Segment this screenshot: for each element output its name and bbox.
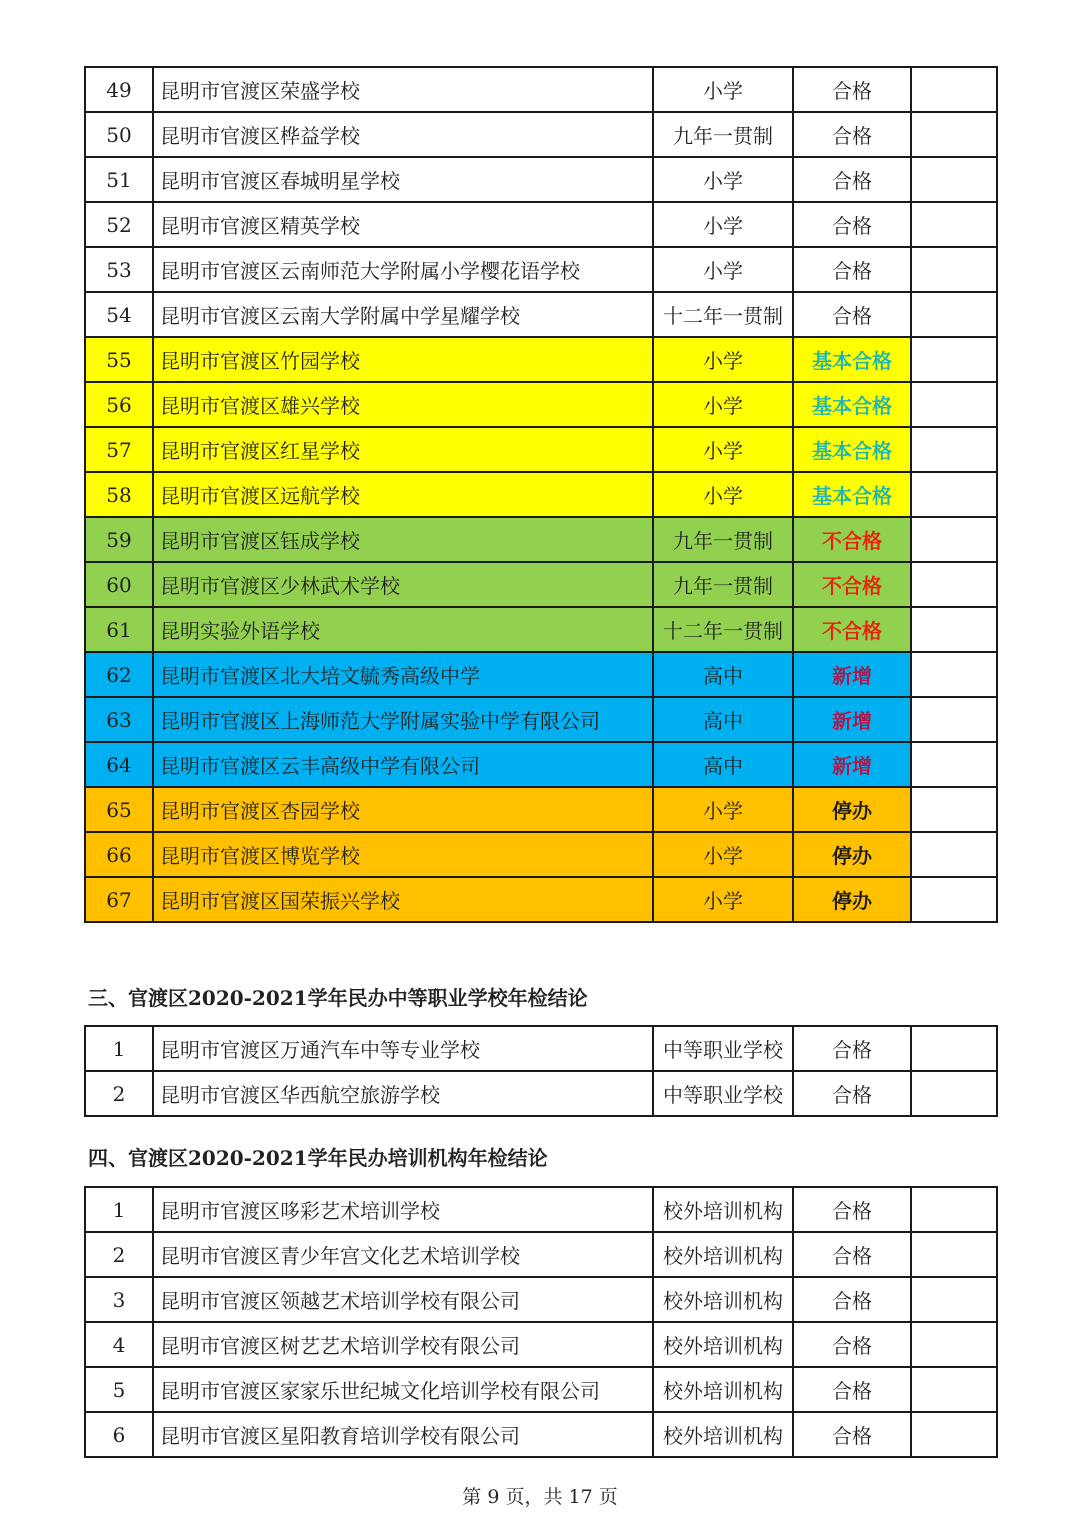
result-cell (793, 247, 911, 292)
school-type-text: 十二年一贯制 (663, 304, 783, 328)
school-name-cell (153, 562, 653, 607)
remarks-cell (911, 427, 997, 472)
school-name-text: 昆明市官渡区领越艺术培训学校有限公司 (160, 1289, 520, 1313)
school-name-text: 昆明市官渡区竹园学校 (160, 349, 360, 373)
result-text: 合格 (832, 1289, 872, 1313)
result-cell (793, 607, 911, 652)
result-text: 基本合格 (812, 439, 892, 463)
school-name-cell (153, 292, 653, 337)
school-type-cell (653, 877, 793, 922)
school-name-text: 昆明市官渡区博览学校 (160, 844, 360, 868)
row-number-text: 5 (112, 1377, 126, 1402)
remarks-cell (911, 1412, 997, 1457)
school-name-cell (153, 652, 653, 697)
school-name-text: 昆明市官渡区云丰高级中学有限公司 (160, 754, 480, 778)
remarks-cell (911, 787, 997, 832)
table-row (85, 1026, 997, 1071)
school-type-text: 小学 (703, 169, 743, 193)
row-number-cell (85, 247, 153, 292)
result-text: 停办 (832, 889, 872, 913)
school-name-text: 昆明市官渡区红星学校 (160, 439, 360, 463)
school-type-cell (653, 832, 793, 877)
school-type-cell (653, 382, 793, 427)
row-number-text: 2 (112, 1081, 126, 1106)
row-number-text: 57 (106, 437, 132, 462)
table-row (85, 337, 997, 382)
table-row (85, 1277, 997, 1322)
remarks-cell (911, 1367, 997, 1412)
result-text: 合格 (832, 1244, 872, 1268)
row-number-text: 56 (106, 392, 132, 417)
school-type-text: 小学 (703, 799, 743, 823)
school-type-text: 十二年一贯制 (663, 619, 783, 643)
training-institutions-table (84, 1186, 998, 1458)
table-row (85, 292, 997, 337)
result-cell (793, 1232, 911, 1277)
row-number-cell (85, 382, 153, 427)
school-type-text: 校外培训机构 (663, 1199, 783, 1223)
table-row (85, 517, 997, 562)
remarks-cell (911, 562, 997, 607)
table-row (85, 787, 997, 832)
result-text: 新增 (832, 754, 872, 778)
school-type-cell (653, 1187, 793, 1232)
school-type-cell (653, 1412, 793, 1457)
remarks-cell (911, 517, 997, 562)
result-cell (793, 562, 911, 607)
result-cell (793, 67, 911, 112)
row-number-cell (85, 697, 153, 742)
table-row (85, 607, 997, 652)
result-cell (793, 742, 911, 787)
row-number-text: 2 (112, 1242, 126, 1267)
row-number-text: 4 (112, 1332, 126, 1357)
result-cell (793, 1026, 911, 1071)
school-type-cell (653, 1071, 793, 1116)
row-number-cell (85, 1232, 153, 1277)
result-cell (793, 112, 911, 157)
row-number-text: 65 (106, 797, 132, 822)
school-type-text: 中等职业学校 (663, 1083, 783, 1107)
school-name-cell (153, 742, 653, 787)
school-type-text: 小学 (703, 844, 743, 868)
school-name-text: 昆明市官渡区春城明星学校 (160, 169, 400, 193)
table-row (85, 202, 997, 247)
result-text: 合格 (832, 1038, 872, 1062)
school-name-cell (153, 1412, 653, 1457)
row-number-text: 54 (106, 302, 132, 327)
result-cell (793, 1277, 911, 1322)
row-number-text: 50 (106, 122, 132, 147)
table-row (85, 112, 997, 157)
school-name-cell (153, 517, 653, 562)
school-type-cell (653, 697, 793, 742)
row-number-text: 52 (106, 212, 132, 237)
row-number-cell (85, 1367, 153, 1412)
table-row (85, 157, 997, 202)
school-name-text: 昆明市官渡区万通汽车中等专业学校 (160, 1038, 480, 1062)
result-text: 合格 (832, 124, 872, 148)
table-row (85, 652, 997, 697)
row-number-text: 67 (106, 887, 132, 912)
school-name-text: 昆明市官渡区精英学校 (160, 214, 360, 238)
row-number-cell (85, 787, 153, 832)
school-name-cell (153, 1322, 653, 1367)
table-row (85, 1071, 997, 1116)
remarks-cell (911, 472, 997, 517)
school-name-cell (153, 1026, 653, 1071)
school-name-text: 昆明市官渡区桦益学校 (160, 124, 360, 148)
row-number-cell (85, 1187, 153, 1232)
school-name-text: 昆明市官渡区华西航空旅游学校 (160, 1083, 440, 1107)
table-row (85, 247, 997, 292)
row-number-text: 60 (106, 572, 132, 597)
school-type-text: 中等职业学校 (663, 1038, 783, 1062)
result-text: 基本合格 (812, 349, 892, 373)
school-name-cell (153, 1071, 653, 1116)
school-type-text: 高中 (703, 664, 743, 688)
result-text: 合格 (832, 1379, 872, 1403)
row-number-cell (85, 1277, 153, 1322)
table-row (85, 382, 997, 427)
school-type-cell (653, 67, 793, 112)
remarks-cell (911, 742, 997, 787)
school-type-cell (653, 472, 793, 517)
school-type-text: 小学 (703, 259, 743, 283)
result-cell (793, 1071, 911, 1116)
table-row (85, 742, 997, 787)
row-number-cell (85, 472, 153, 517)
school-name-text: 昆明市官渡区国荣振兴学校 (160, 889, 400, 913)
school-name-cell (153, 877, 653, 922)
remarks-cell (911, 202, 997, 247)
result-text: 合格 (832, 259, 872, 283)
result-cell (793, 877, 911, 922)
result-text: 合格 (832, 1083, 872, 1107)
school-type-cell (653, 1367, 793, 1412)
row-number-text: 64 (106, 752, 132, 777)
school-type-cell (653, 427, 793, 472)
page-footer: 第 9 页，共 17 页 (462, 1486, 618, 1508)
row-number-text: 49 (106, 77, 132, 102)
result-cell (793, 517, 911, 562)
result-cell (793, 202, 911, 247)
remarks-cell (911, 157, 997, 202)
table-row (85, 1232, 997, 1277)
result-text: 停办 (832, 844, 872, 868)
result-text: 合格 (832, 1424, 872, 1448)
school-name-text: 昆明市官渡区家家乐世纪城文化培训学校有限公司 (160, 1379, 600, 1403)
school-type-text: 九年一贯制 (673, 529, 773, 553)
school-name-text: 昆明市官渡区青少年宫文化艺术培训学校 (160, 1244, 520, 1268)
row-number-text: 1 (112, 1197, 126, 1222)
row-number-cell (85, 292, 153, 337)
result-cell (793, 382, 911, 427)
result-cell (793, 337, 911, 382)
school-name-cell (153, 607, 653, 652)
school-type-cell (653, 607, 793, 652)
school-name-cell (153, 427, 653, 472)
row-number-cell (85, 157, 153, 202)
result-text: 合格 (832, 1199, 872, 1223)
result-text: 停办 (832, 799, 872, 823)
result-cell (793, 427, 911, 472)
school-type-text: 校外培训机构 (663, 1379, 783, 1403)
school-type-text: 校外培训机构 (663, 1244, 783, 1268)
row-number-cell (85, 112, 153, 157)
school-name-text: 昆明实验外语学校 (160, 619, 320, 643)
school-type-text: 小学 (703, 394, 743, 418)
table-row (85, 67, 997, 112)
table-row (85, 877, 997, 922)
school-name-text: 昆明市官渡区上海师范大学附属实验中学有限公司 (160, 709, 600, 733)
school-name-cell (153, 787, 653, 832)
remarks-cell (911, 67, 997, 112)
remarks-cell (911, 1071, 997, 1116)
result-cell (793, 697, 911, 742)
result-text: 新增 (832, 709, 872, 733)
school-type-text: 小学 (703, 214, 743, 238)
school-name-cell (153, 472, 653, 517)
remarks-cell (911, 832, 997, 877)
school-type-text: 小学 (703, 889, 743, 913)
row-number-text: 62 (106, 662, 132, 687)
school-type-cell (653, 1232, 793, 1277)
row-number-cell (85, 1071, 153, 1116)
school-type-text: 校外培训机构 (663, 1289, 783, 1313)
school-name-cell (153, 1277, 653, 1322)
row-number-cell (85, 832, 153, 877)
table-row (85, 562, 997, 607)
result-cell (793, 157, 911, 202)
remarks-cell (911, 1187, 997, 1232)
school-type-cell (653, 202, 793, 247)
result-text: 不合格 (822, 574, 882, 598)
remarks-cell (911, 877, 997, 922)
remarks-cell (911, 292, 997, 337)
school-name-text: 昆明市官渡区北大培文毓秀高级中学 (160, 664, 480, 688)
row-number-cell (85, 337, 153, 382)
row-number-text: 58 (106, 482, 132, 507)
remarks-cell (911, 652, 997, 697)
row-number-cell (85, 67, 153, 112)
result-cell (793, 1187, 911, 1232)
result-text: 合格 (832, 1334, 872, 1358)
remarks-cell (911, 1322, 997, 1367)
school-name-text: 昆明市官渡区云南师范大学附属小学樱花语学校 (160, 259, 580, 283)
school-type-text: 高中 (703, 754, 743, 778)
school-type-cell (653, 1026, 793, 1071)
row-number-cell (85, 1026, 153, 1071)
school-name-cell (153, 382, 653, 427)
school-name-cell (153, 1367, 653, 1412)
remarks-cell (911, 1277, 997, 1322)
table-row (85, 832, 997, 877)
remarks-cell (911, 1232, 997, 1277)
school-name-cell (153, 202, 653, 247)
section-4-heading: 四、官渡区2020-2021学年民办培训机构年检结论 (88, 1146, 548, 1170)
result-text: 不合格 (822, 529, 882, 553)
school-type-text: 小学 (703, 79, 743, 103)
result-cell (793, 787, 911, 832)
table-row (85, 1412, 997, 1457)
school-type-cell (653, 562, 793, 607)
remarks-cell (911, 337, 997, 382)
row-number-text: 1 (112, 1036, 126, 1061)
school-type-cell (653, 157, 793, 202)
school-type-text: 小学 (703, 349, 743, 373)
remarks-cell (911, 1026, 997, 1071)
school-name-cell (153, 67, 653, 112)
school-name-cell (153, 1187, 653, 1232)
row-number-cell (85, 517, 153, 562)
result-text: 合格 (832, 169, 872, 193)
school-name-text: 昆明市官渡区雄兴学校 (160, 394, 360, 418)
row-number-cell (85, 607, 153, 652)
row-number-text: 6 (112, 1422, 126, 1447)
school-name-cell (153, 247, 653, 292)
school-type-cell (653, 1277, 793, 1322)
row-number-cell (85, 1412, 153, 1457)
school-name-cell (153, 112, 653, 157)
table-row (85, 697, 997, 742)
section-3-heading: 三、官渡区2020-2021学年民办中等职业学校年检结论 (88, 986, 588, 1010)
row-number-cell (85, 742, 153, 787)
school-name-text: 昆明市官渡区云南大学附属中学星耀学校 (160, 304, 520, 328)
row-number-text: 53 (106, 257, 132, 282)
result-cell (793, 652, 911, 697)
table-row (85, 1187, 997, 1232)
row-number-cell (85, 202, 153, 247)
school-type-cell (653, 292, 793, 337)
row-number-cell (85, 877, 153, 922)
result-cell (793, 832, 911, 877)
vocational-schools-table (84, 1025, 998, 1117)
school-type-cell (653, 742, 793, 787)
school-type-text: 小学 (703, 484, 743, 508)
result-cell (793, 292, 911, 337)
school-type-cell (653, 337, 793, 382)
school-type-cell (653, 652, 793, 697)
school-type-text: 小学 (703, 439, 743, 463)
result-cell (793, 1412, 911, 1457)
result-text: 新增 (832, 664, 872, 688)
row-number-text: 63 (106, 707, 132, 732)
school-name-text: 昆明市官渡区树艺艺术培训学校有限公司 (160, 1334, 520, 1358)
result-text: 合格 (832, 214, 872, 238)
school-name-text: 昆明市官渡区星阳教育培训学校有限公司 (160, 1424, 520, 1448)
result-text: 基本合格 (812, 484, 892, 508)
result-cell (793, 472, 911, 517)
table-row (85, 472, 997, 517)
school-type-cell (653, 517, 793, 562)
school-type-cell (653, 787, 793, 832)
school-type-cell (653, 247, 793, 292)
school-type-text: 九年一贯制 (673, 574, 773, 598)
row-number-cell (85, 562, 153, 607)
row-number-text: 66 (106, 842, 132, 867)
school-name-text: 昆明市官渡区杏园学校 (160, 799, 360, 823)
school-name-cell (153, 697, 653, 742)
result-text: 不合格 (822, 619, 882, 643)
result-text: 合格 (832, 304, 872, 328)
school-type-text: 九年一贯制 (673, 124, 773, 148)
remarks-cell (911, 697, 997, 742)
row-number-cell (85, 427, 153, 472)
row-number-text: 55 (106, 347, 132, 372)
school-name-text: 昆明市官渡区远航学校 (160, 484, 360, 508)
school-type-text: 校外培训机构 (663, 1424, 783, 1448)
school-name-cell (153, 832, 653, 877)
remarks-cell (911, 112, 997, 157)
private-schools-table-continued (84, 66, 998, 923)
school-name-cell (153, 1232, 653, 1277)
remarks-cell (911, 607, 997, 652)
row-number-cell (85, 652, 153, 697)
result-text: 合格 (832, 79, 872, 103)
school-name-text: 昆明市官渡区钰成学校 (160, 529, 360, 553)
school-name-text: 昆明市官渡区荣盛学校 (160, 79, 360, 103)
row-number-text: 3 (112, 1287, 126, 1312)
school-type-text: 高中 (703, 709, 743, 733)
row-number-text: 61 (106, 617, 132, 642)
remarks-cell (911, 382, 997, 427)
result-text: 基本合格 (812, 394, 892, 418)
row-number-cell (85, 1322, 153, 1367)
school-type-cell (653, 1322, 793, 1367)
row-number-text: 51 (106, 167, 132, 192)
row-number-text: 59 (106, 527, 132, 552)
school-name-text: 昆明市官渡区少林武术学校 (160, 574, 400, 598)
school-name-cell (153, 337, 653, 382)
remarks-cell (911, 247, 997, 292)
table-row (85, 1322, 997, 1367)
school-name-cell (153, 157, 653, 202)
table-row (85, 427, 997, 472)
result-cell (793, 1322, 911, 1367)
school-type-text: 校外培训机构 (663, 1334, 783, 1358)
table-row (85, 1367, 997, 1412)
school-type-cell (653, 112, 793, 157)
result-cell (793, 1367, 911, 1412)
school-name-text: 昆明市官渡区哆彩艺术培训学校 (160, 1199, 440, 1223)
